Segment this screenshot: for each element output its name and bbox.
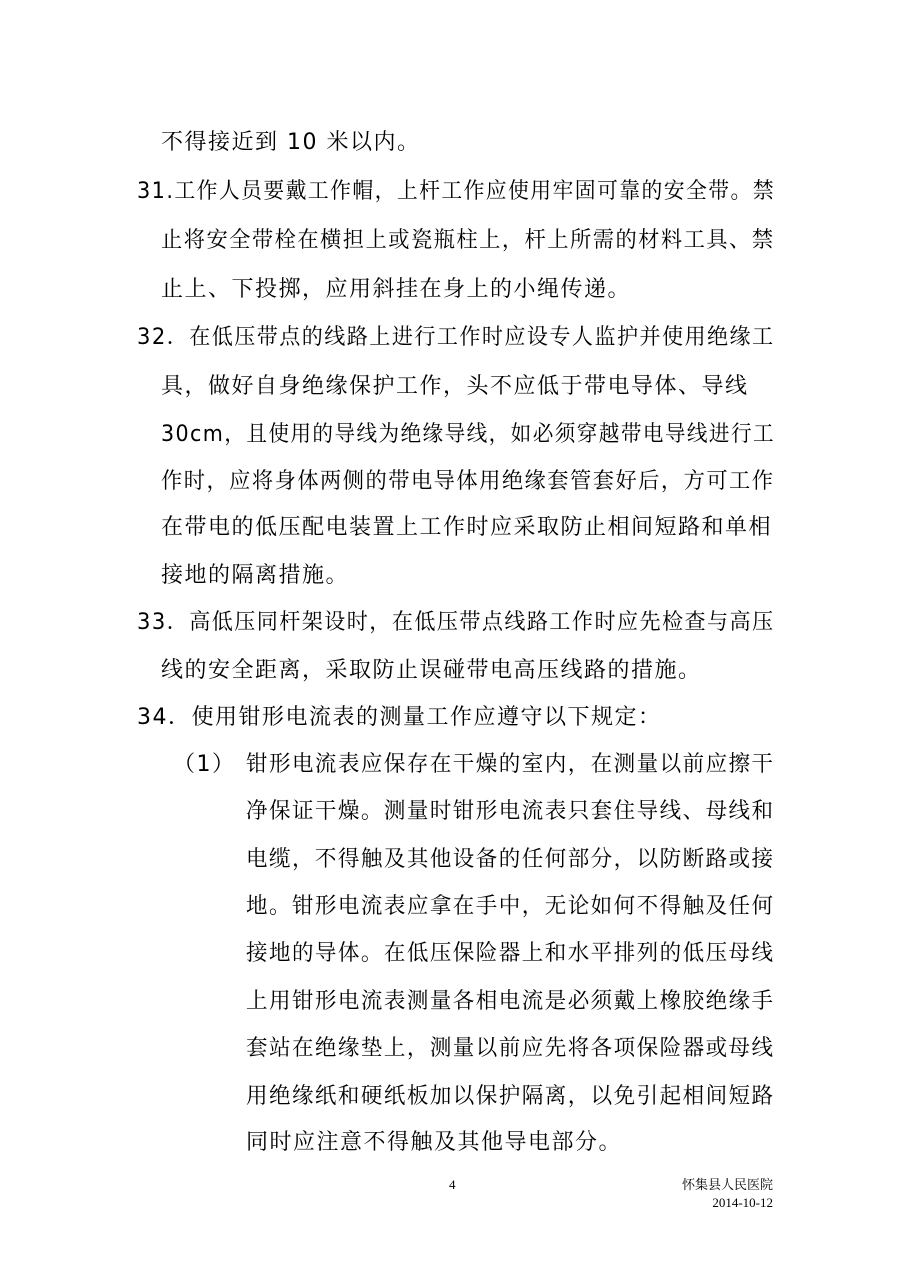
text-line: 33．高低压同杆架设时，在低压带点线路工作时应先检查与高压 [137, 610, 775, 635]
text-line: 32．在低压带点的线路上进行工作时应设专人监护并使用绝缘工 [137, 325, 775, 350]
text-line: 具，做好自身绝缘保护工作，头不应低于带电导体、导线 [161, 374, 749, 399]
text-line: 接地的导体。在低压保险器上和水平排列的低压母线 [246, 941, 775, 966]
footer-date: 2014-10-12 [712, 1195, 773, 1210]
text-line: 30cm，且使用的导线为绝缘导线，如必须穿越带电导线进行工 [161, 422, 776, 447]
text-line: 接地的隔离措施。 [161, 563, 350, 588]
text-line: 作时，应将身体两侧的带电导体用绝缘套管套好后，方可工作 [161, 469, 775, 494]
text-line: 电缆，不得触及其他设备的任何部分，以防断路或接 [246, 847, 775, 872]
list-marker: （1） [173, 752, 236, 777]
page-number: 4 [449, 1177, 456, 1192]
text-line: 线的安全距离，采取防止误碰带电高压线路的措施。 [161, 658, 702, 683]
text-line: 同时应注意不得触及其他导电部分。 [246, 1130, 623, 1155]
text-line: 钳形电流表应保存在干燥的室内，在测量以前应擦干 [246, 752, 775, 777]
text-line: 净保证干燥。测量时钳形电流表只套住导线、母线和 [246, 799, 775, 824]
text-line: 止将安全带栓在横担上或瓷瓶柱上，杆上所需的材料工具、禁 [161, 228, 775, 253]
text-line: 不得接近到 10 米以内。 [161, 130, 421, 155]
text-line: 地。钳形电流表应拿在手中，无论如何不得触及任何 [246, 894, 775, 919]
text-line: 在带电的低压配电装置上工作时应采取防止相间短路和单相 [161, 515, 773, 540]
footer-organization: 怀集县人民医院 [681, 1178, 773, 1193]
text-line: 34．使用钳形电流表的测量工作应遵守以下规定： [137, 705, 662, 730]
text-line: 套站在绝缘垫上，测量以前应先将各项保险器或母线 [246, 1036, 775, 1061]
text-line: 用绝缘纸和硬纸板加以保护隔离，以免引起相间短路 [246, 1084, 775, 1109]
text-line: 止上、下投掷，应用斜挂在身上的小绳传递。 [161, 277, 632, 302]
text-line: 31.工作人员要戴工作帽，上杆工作应使用牢固可靠的安全带。禁 [137, 179, 776, 204]
text-line: 上用钳形电流表测量各相电流是必须戴上橡胶绝缘手 [246, 989, 775, 1014]
